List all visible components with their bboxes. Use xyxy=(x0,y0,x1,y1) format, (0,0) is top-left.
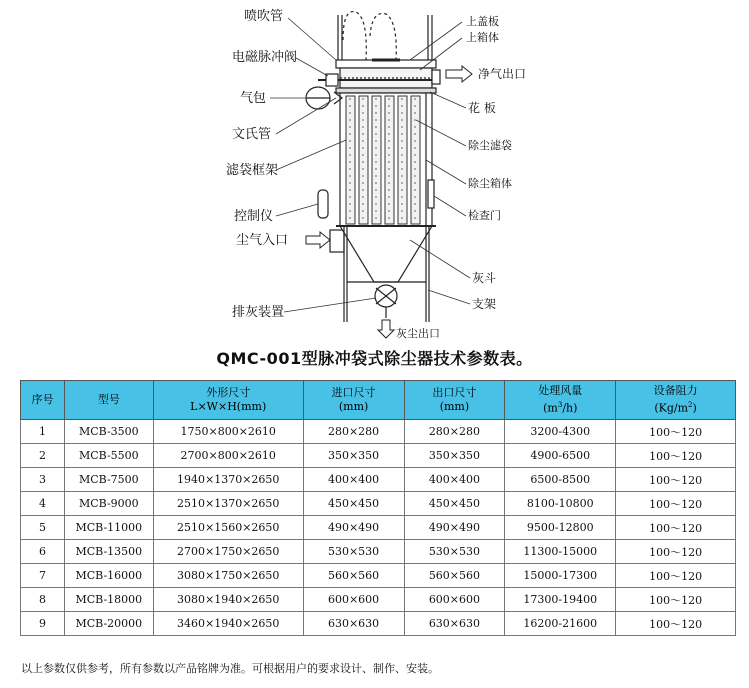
header-airflow-unit-b: /h) xyxy=(562,401,578,415)
cell-dims: 2700×1750×2650 xyxy=(153,540,303,564)
cell-resistance: 100～120 xyxy=(616,420,736,444)
cell-model: MCB-16000 xyxy=(64,564,153,588)
cell-dims: 1940×1370×2650 xyxy=(153,468,303,492)
label-top-cover: 上盖板 xyxy=(466,15,499,28)
label-controller: 控制仪 xyxy=(234,209,274,224)
header-no: 序号 xyxy=(21,381,65,420)
header-resistance xyxy=(616,381,736,420)
cell-outlet: 280×280 xyxy=(404,420,505,444)
header-dims-unit: L×W×H(mm) xyxy=(190,400,267,413)
cell-airflow: 6500-8500 xyxy=(505,468,616,492)
table-row xyxy=(21,564,736,588)
cell-model: MCB-9000 xyxy=(64,492,153,516)
label-ash-discharge: 排灰装置 xyxy=(232,305,285,320)
cell-dims: 2510×1560×2650 xyxy=(153,516,303,540)
header-resistance-unit-b: ) xyxy=(692,401,697,415)
header-resistance-unit-a: (Kg/m xyxy=(654,401,689,415)
cell-no: 9 xyxy=(21,612,65,636)
cell-outlet: 530×530 xyxy=(404,540,505,564)
cell-model: MCB-3500 xyxy=(64,420,153,444)
header-airflow xyxy=(505,381,616,420)
label-support: 支架 xyxy=(472,297,497,311)
cell-dims: 1750×800×2610 xyxy=(153,420,303,444)
cell-inlet: 490×490 xyxy=(303,516,404,540)
cell-inlet: 560×560 xyxy=(303,564,404,588)
table-row xyxy=(21,516,736,540)
header-resistance-label: 设备阻力 xyxy=(653,384,698,398)
footnote: 以上参数仅供参考，所有参数以产品铭牌为准。可根据用户的要求设计、制作、安装。 xyxy=(21,662,439,675)
cell-model: MCB-18000 xyxy=(64,588,153,612)
label-bag-frame: 滤袋框架 xyxy=(226,163,279,178)
cell-dims: 3460×1940×2650 xyxy=(153,612,303,636)
table-row xyxy=(21,444,736,468)
label-dust-outlet: 灰尘出口 xyxy=(396,327,440,340)
table-row xyxy=(21,540,736,564)
cell-airflow: 11300-15000 xyxy=(505,540,616,564)
table-row xyxy=(21,588,736,612)
cell-airflow: 9500-12800 xyxy=(505,516,616,540)
header-resistance-unit-sup: 2 xyxy=(688,401,693,410)
cell-dims: 2510×1370×2650 xyxy=(153,492,303,516)
cell-inlet: 630×630 xyxy=(303,612,404,636)
label-solenoid-valve: 电磁脉冲阀 xyxy=(232,50,298,65)
cell-resistance: 100～120 xyxy=(616,444,736,468)
cell-airflow: 15000-17300 xyxy=(505,564,616,588)
cell-no: 5 xyxy=(21,516,65,540)
header-dims xyxy=(153,381,303,420)
cell-no: 2 xyxy=(21,444,65,468)
cell-resistance: 100～120 xyxy=(616,492,736,516)
header-inlet-unit: (mm) xyxy=(338,400,369,413)
cell-outlet: 630×630 xyxy=(404,612,505,636)
label-clean-outlet: 净气出口 xyxy=(478,67,527,81)
cell-resistance: 100～120 xyxy=(616,612,736,636)
cell-inlet: 280×280 xyxy=(303,420,404,444)
cell-outlet: 400×400 xyxy=(404,468,505,492)
header-model: 型号 xyxy=(64,381,153,420)
cell-resistance: 100～120 xyxy=(616,540,736,564)
label-air-bag: 气包 xyxy=(240,91,267,106)
table-header-row xyxy=(21,381,736,420)
label-upper-box: 上箱体 xyxy=(466,31,499,44)
cell-no: 6 xyxy=(21,540,65,564)
cell-resistance: 100～120 xyxy=(616,564,736,588)
label-inspection-door: 检查门 xyxy=(468,209,501,222)
header-dims-label: 外形尺寸 xyxy=(206,386,251,399)
label-dust-inlet: 尘气入口 xyxy=(236,233,289,248)
label-venturi: 文氏管 xyxy=(232,127,272,142)
table-title: QMC-001型脉冲袋式除尘器技术参数表。 xyxy=(216,349,533,368)
header-inlet xyxy=(303,381,404,420)
cell-inlet: 450×450 xyxy=(303,492,404,516)
spec-table xyxy=(20,380,736,636)
cell-model: MCB-13500 xyxy=(64,540,153,564)
cell-airflow: 3200-4300 xyxy=(505,420,616,444)
header-inlet-label: 进口尺寸 xyxy=(331,386,376,399)
cell-airflow: 17300-19400 xyxy=(505,588,616,612)
header-outlet-unit: (mm) xyxy=(439,400,470,413)
cell-airflow: 8100-10800 xyxy=(505,492,616,516)
table-row xyxy=(21,420,736,444)
table-row xyxy=(21,612,736,636)
header-outlet xyxy=(404,381,505,420)
cell-airflow: 4900-6500 xyxy=(505,444,616,468)
cell-no: 3 xyxy=(21,468,65,492)
cell-inlet: 400×400 xyxy=(303,468,404,492)
label-tube-sheet: 花 板 xyxy=(468,101,496,115)
table-row xyxy=(21,468,736,492)
cell-outlet: 350×350 xyxy=(404,444,505,468)
cell-model: MCB-11000 xyxy=(64,516,153,540)
label-dust-box: 除尘箱体 xyxy=(468,177,512,190)
label-ash-hopper: 灰斗 xyxy=(472,271,497,285)
cell-dims: 3080×1750×2650 xyxy=(153,564,303,588)
table-row xyxy=(21,492,736,516)
cell-outlet: 450×450 xyxy=(404,492,505,516)
cell-inlet: 350×350 xyxy=(303,444,404,468)
cell-no: 7 xyxy=(21,564,65,588)
cell-outlet: 490×490 xyxy=(404,516,505,540)
cell-resistance: 100～120 xyxy=(616,588,736,612)
cell-resistance: 100～120 xyxy=(616,516,736,540)
cell-dims: 3080×1940×2650 xyxy=(153,588,303,612)
label-filter-bag: 除尘滤袋 xyxy=(468,139,512,152)
header-airflow-unit-sup: 3 xyxy=(557,401,563,410)
header-outlet-label: 出口尺寸 xyxy=(432,386,477,399)
cell-no: 8 xyxy=(21,588,65,612)
header-airflow-unit-a: (m xyxy=(543,401,558,415)
cell-outlet: 560×560 xyxy=(404,564,505,588)
cell-dims: 2700×800×2610 xyxy=(153,444,303,468)
cell-model: MCB-7500 xyxy=(64,468,153,492)
label-blow-pipe: 喷吹管 xyxy=(244,9,284,24)
cell-inlet: 600×600 xyxy=(303,588,404,612)
cell-resistance: 100～120 xyxy=(616,468,736,492)
cell-inlet: 530×530 xyxy=(303,540,404,564)
cell-outlet: 600×600 xyxy=(404,588,505,612)
cell-no: 4 xyxy=(21,492,65,516)
cell-model: MCB-20000 xyxy=(64,612,153,636)
header-airflow-label: 处理风量 xyxy=(538,384,583,398)
cell-airflow: 16200-21600 xyxy=(505,612,616,636)
cell-no: 1 xyxy=(21,420,65,444)
cell-model: MCB-5500 xyxy=(64,444,153,468)
